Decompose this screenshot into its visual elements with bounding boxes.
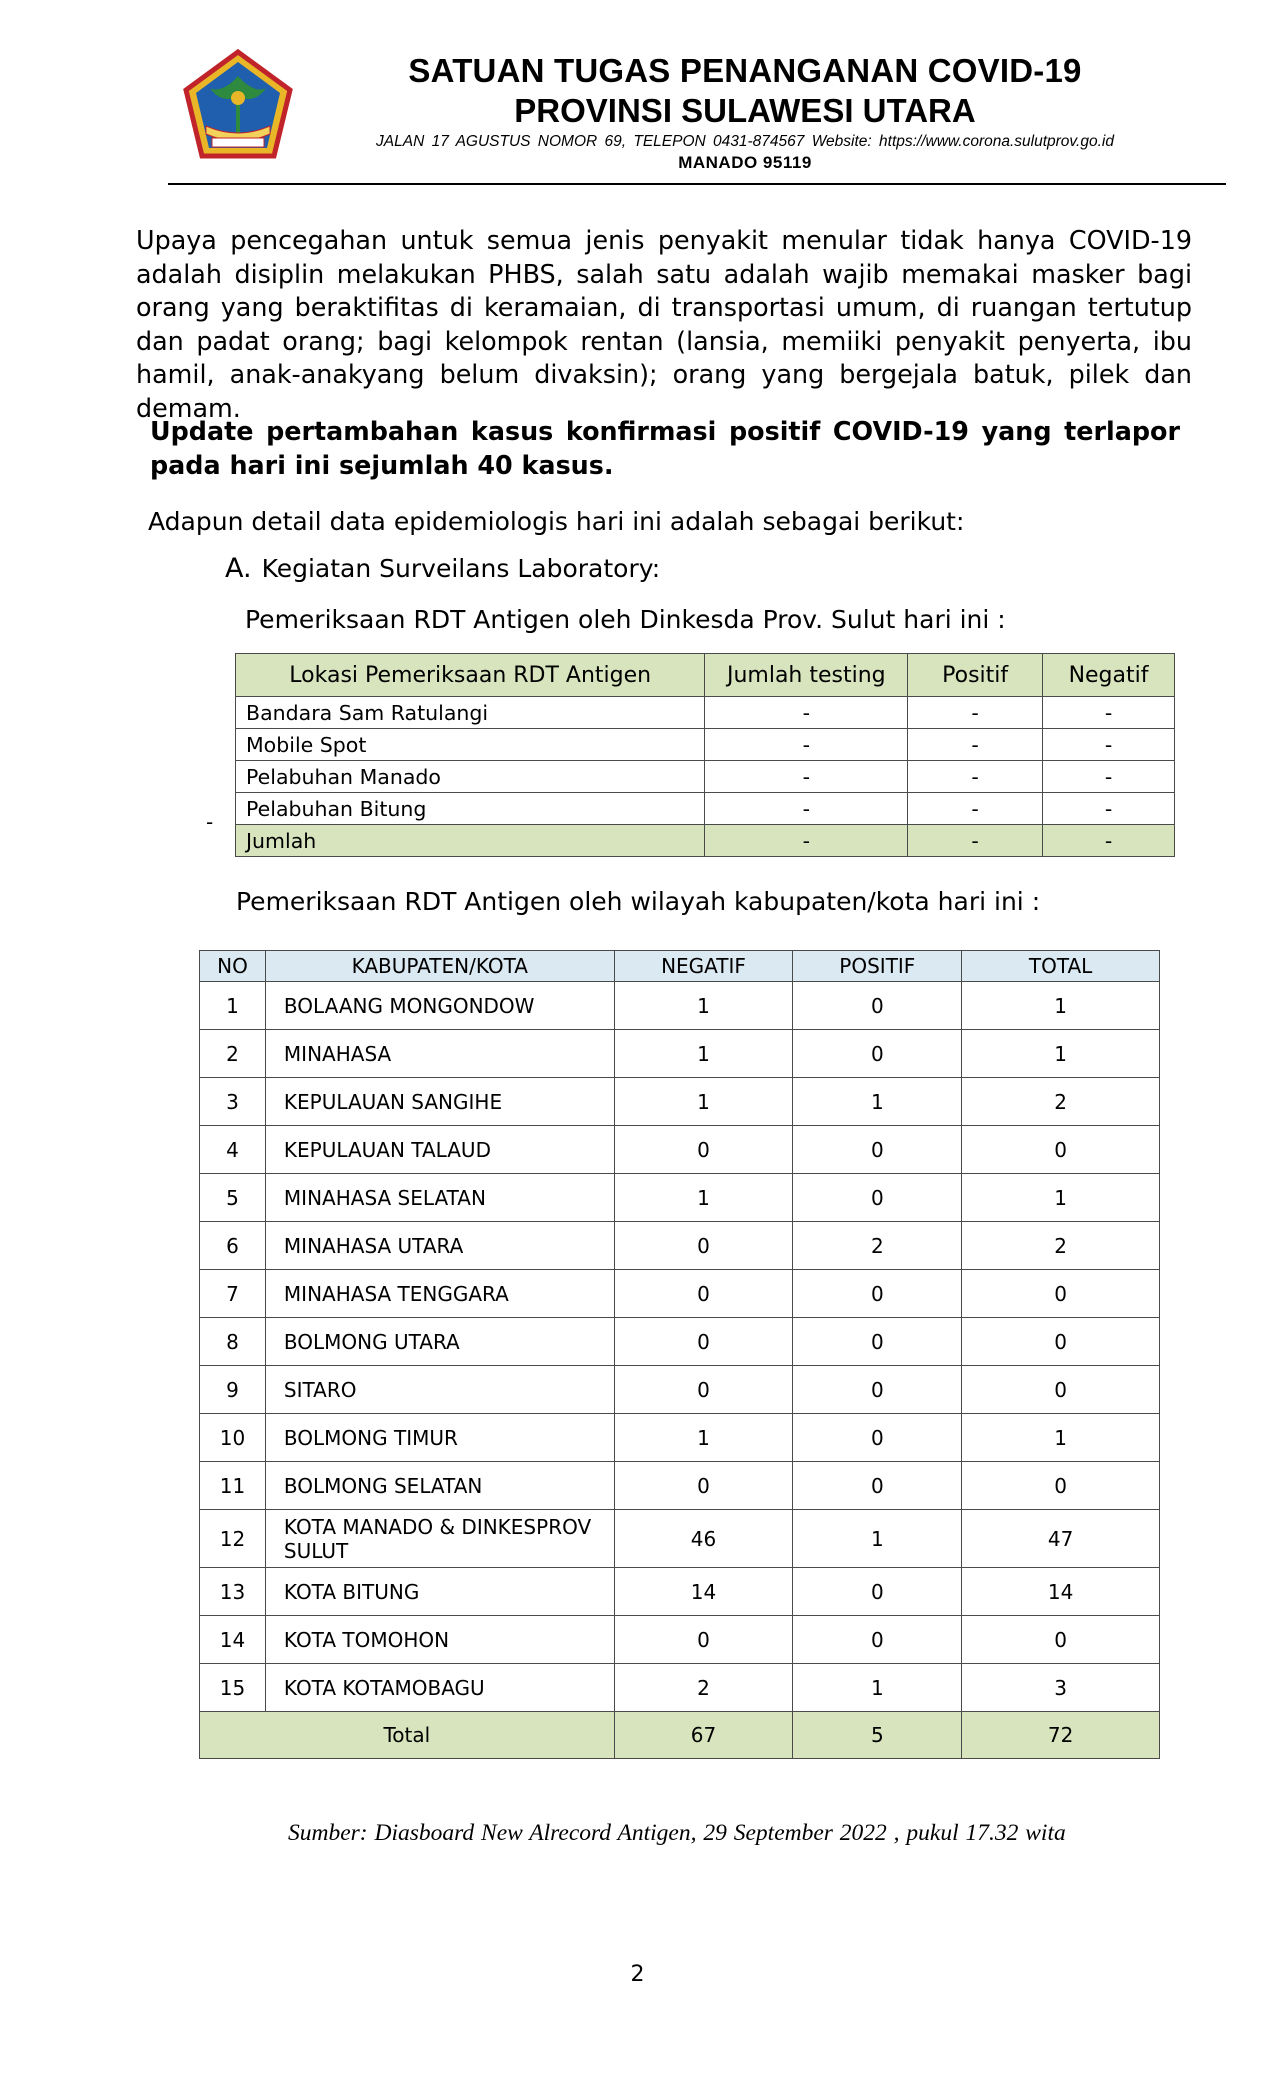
cell-negatif: 1 <box>614 1174 793 1222</box>
cell-positif: - <box>908 729 1043 761</box>
table-row <box>200 1318 1160 1366</box>
table-row <box>200 1414 1160 1462</box>
cell-total: 47 <box>962 1510 1160 1568</box>
cell-no: 8 <box>200 1318 266 1366</box>
cell-positif: 0 <box>793 1366 962 1414</box>
cell-total-jumlah: - <box>705 825 908 857</box>
table-row <box>200 1270 1160 1318</box>
table-row <box>200 1222 1160 1270</box>
cell-total-label: Total <box>200 1712 615 1759</box>
cell-negatif: 1 <box>614 982 793 1030</box>
cell-no: 4 <box>200 1126 266 1174</box>
cell-total: 0 <box>962 1126 1160 1174</box>
col-header-total: TOTAL <box>962 951 1160 982</box>
cell-negatif: - <box>1043 761 1175 793</box>
col-header-negatif: NEGATIF <box>614 951 793 982</box>
table-row <box>236 729 1175 761</box>
cell-kabupaten: SITARO <box>265 1366 614 1414</box>
source-note: Sumber: Diasboard New Alrecord Antigen, 29 September 2022 , pukul 17.32 wita <box>288 1820 1066 1846</box>
header-title-line2: PROVINSI SULAWESI UTARA <box>514 92 976 129</box>
cell-negatif: 46 <box>614 1510 793 1568</box>
table-row <box>236 761 1175 793</box>
cell-positif: 0 <box>793 1270 962 1318</box>
cell-positif: 1 <box>793 1664 962 1712</box>
cell-negatif: 0 <box>614 1462 793 1510</box>
cell-kabupaten: KOTA BITUNG <box>265 1568 614 1616</box>
cell-negatif: - <box>1043 793 1175 825</box>
cell-negatif: 0 <box>614 1222 793 1270</box>
section-a-heading <box>225 553 660 584</box>
cell-lokasi: Mobile Spot <box>236 729 705 761</box>
cell-total: 14 <box>962 1568 1160 1616</box>
cell-no: 5 <box>200 1174 266 1222</box>
cell-positif: 0 <box>793 1174 962 1222</box>
col-header-positif: Positif <box>908 654 1043 697</box>
table-row <box>200 1126 1160 1174</box>
cell-kabupaten: BOLMONG UTARA <box>265 1318 614 1366</box>
cell-no: 1 <box>200 982 266 1030</box>
cell-positif: 0 <box>793 982 962 1030</box>
cell-kabupaten: MINAHASA <box>265 1030 614 1078</box>
stray-mark: - <box>206 810 214 834</box>
cell-total: 0 <box>962 1318 1160 1366</box>
table-total-row <box>200 1712 1160 1759</box>
detail-intro: Adapun detail data epidemiologis hari ini adalah sebagai berikut: <box>148 507 965 536</box>
cell-total: 1 <box>962 1174 1160 1222</box>
cell-total: 2 <box>962 1078 1160 1126</box>
cell-kabupaten: KOTA KOTAMOBAGU <box>265 1664 614 1712</box>
cell-kabupaten: KEPULAUAN TALAUD <box>265 1126 614 1174</box>
cell-positif: 0 <box>793 1414 962 1462</box>
cell-positif: 0 <box>793 1318 962 1366</box>
table-row <box>236 793 1175 825</box>
table-row <box>200 1664 1160 1712</box>
table-row <box>200 1078 1160 1126</box>
cell-negatif: 0 <box>614 1318 793 1366</box>
page-number: 2 <box>630 1962 645 1987</box>
table-row <box>200 982 1160 1030</box>
table-row <box>200 1030 1160 1078</box>
update-paragraph: Update pertambahan kasus konfirmasi positif COVID-19 yang terlapor pada hari ini sejumlah 40 kasus. <box>150 416 1180 480</box>
cell-negatif: 0 <box>614 1126 793 1174</box>
cell-kabupaten: BOLMONG SELATAN <box>265 1462 614 1510</box>
cell-total: 1 <box>962 982 1160 1030</box>
col-header-negatif: Negatif <box>1043 654 1175 697</box>
table-header-row <box>236 654 1175 697</box>
cell-jumlah: - <box>705 729 908 761</box>
header-divider <box>168 183 1226 185</box>
cell-jumlah: - <box>705 697 908 729</box>
cell-positif: 0 <box>793 1616 962 1664</box>
cell-negatif: - <box>1043 697 1175 729</box>
cell-total-total: 72 <box>962 1712 1160 1759</box>
cell-total: 0 <box>962 1616 1160 1664</box>
cell-no: 9 <box>200 1366 266 1414</box>
provincial-emblem-icon <box>178 48 298 164</box>
cell-kabupaten: BOLAANG MONGONDOW <box>265 982 614 1030</box>
cell-no: 2 <box>200 1030 266 1078</box>
cell-kabupaten: KEPULAUAN SANGIHE <box>265 1078 614 1126</box>
col-header-jumlah: Jumlah testing <box>705 654 908 697</box>
cell-no: 12 <box>200 1510 266 1568</box>
table-row <box>200 1568 1160 1616</box>
section-a-title: Kegiatan Surveilans Laboratory: <box>261 554 661 583</box>
table-header-row <box>200 951 1160 982</box>
cell-negatif: 2 <box>614 1664 793 1712</box>
table-row <box>236 697 1175 729</box>
cell-total: 3 <box>962 1664 1160 1712</box>
cell-no: 10 <box>200 1414 266 1462</box>
cell-negatif: 0 <box>614 1366 793 1414</box>
table-row <box>200 1510 1160 1568</box>
cell-negatif: 0 <box>614 1270 793 1318</box>
cell-total: 0 <box>962 1270 1160 1318</box>
col-header-kabupaten: KABUPATEN/KOTA <box>265 951 614 982</box>
cell-kabupaten: MINAHASA UTARA <box>265 1222 614 1270</box>
header-address: JALAN 17 AGUSTUS NOMOR 69, TELEPON 0431-874567 Website: https://www.corona.sulutprov.go.id <box>376 133 1114 150</box>
cell-total-positif: - <box>908 825 1043 857</box>
cell-negatif: 1 <box>614 1414 793 1462</box>
cell-total: 2 <box>962 1222 1160 1270</box>
cell-positif: 2 <box>793 1222 962 1270</box>
cell-total: 0 <box>962 1366 1160 1414</box>
cell-lokasi: Pelabuhan Bitung <box>236 793 705 825</box>
cell-positif: 0 <box>793 1568 962 1616</box>
cell-kabupaten: KOTA MANADO & DINKESPROV SULUT <box>265 1510 614 1568</box>
table-row <box>200 1462 1160 1510</box>
rdt-dinkes-caption: Pemeriksaan RDT Antigen oleh Dinkesda Prov. Sulut hari ini : <box>245 605 1006 634</box>
cell-jumlah: - <box>705 761 908 793</box>
col-header-no: NO <box>200 951 266 982</box>
cell-no: 13 <box>200 1568 266 1616</box>
table-row <box>200 1366 1160 1414</box>
cell-lokasi: Bandara Sam Ratulangi <box>236 697 705 729</box>
cell-jumlah: - <box>705 793 908 825</box>
cell-positif: - <box>908 761 1043 793</box>
cell-kabupaten: KOTA TOMOHON <box>265 1616 614 1664</box>
cell-negatif: 0 <box>614 1616 793 1664</box>
table-row <box>200 1616 1160 1664</box>
header-city: MANADO 95119 <box>678 153 812 172</box>
cell-positif: - <box>908 697 1043 729</box>
cell-total-label: Jumlah <box>236 825 705 857</box>
table-row <box>200 1174 1160 1222</box>
header-title-line1: SATUAN TUGAS PENANGANAN COVID-19 <box>408 52 1082 89</box>
cell-no: 6 <box>200 1222 266 1270</box>
cell-no: 11 <box>200 1462 266 1510</box>
cell-total: 0 <box>962 1462 1160 1510</box>
cell-no: 3 <box>200 1078 266 1126</box>
cell-kabupaten: MINAHASA SELATAN <box>265 1174 614 1222</box>
cell-no: 15 <box>200 1664 266 1712</box>
cell-positif: 1 <box>793 1078 962 1126</box>
rdt-kabupaten-table <box>199 950 1160 1759</box>
table-total-row <box>236 825 1175 857</box>
cell-total-positif: 5 <box>793 1712 962 1759</box>
cell-negatif: 1 <box>614 1078 793 1126</box>
cell-total-negatif: 67 <box>614 1712 793 1759</box>
cell-no: 14 <box>200 1616 266 1664</box>
cell-no: 7 <box>200 1270 266 1318</box>
cell-positif: 0 <box>793 1030 962 1078</box>
cell-negatif: - <box>1043 729 1175 761</box>
cell-total: 1 <box>962 1030 1160 1078</box>
rdt-kabupaten-caption: Pemeriksaan RDT Antigen oleh wilayah kabupaten/kota hari ini : <box>236 887 1041 916</box>
cell-kabupaten: BOLMONG TIMUR <box>265 1414 614 1462</box>
cell-negatif: 14 <box>614 1568 793 1616</box>
intro-paragraph: Upaya pencegahan untuk semua jenis penyakit menular tidak hanya COVID-19 adalah disiplin melakukan PHBS, salah satu adalah wajib memakai masker bagi orang yang beraktifitas di keramaian, di transportasi umum, di ruangan tertutup dan padat orang; bagi kelompok rentan (lansia, memiiki penyakit penyerta, ibu hamil, anak-anakyang belum divaksin); orang yang bergejala batuk, pilek dan demam. <box>136 225 1192 423</box>
cell-total: 1 <box>962 1414 1160 1462</box>
cell-positif: 0 <box>793 1126 962 1174</box>
cell-positif: - <box>908 793 1043 825</box>
cell-kabupaten: MINAHASA TENGGARA <box>265 1270 614 1318</box>
rdt-dinkes-table <box>235 653 1175 857</box>
cell-lokasi: Pelabuhan Manado <box>236 761 705 793</box>
cell-total-negatif: - <box>1043 825 1175 857</box>
col-header-lokasi: Lokasi Pemeriksaan RDT Antigen <box>236 654 705 697</box>
cell-positif: 0 <box>793 1462 962 1510</box>
cell-positif: 1 <box>793 1510 962 1568</box>
section-a-letter: A. <box>225 553 252 584</box>
col-header-positif: POSITIF <box>793 951 962 982</box>
cell-negatif: 1 <box>614 1030 793 1078</box>
